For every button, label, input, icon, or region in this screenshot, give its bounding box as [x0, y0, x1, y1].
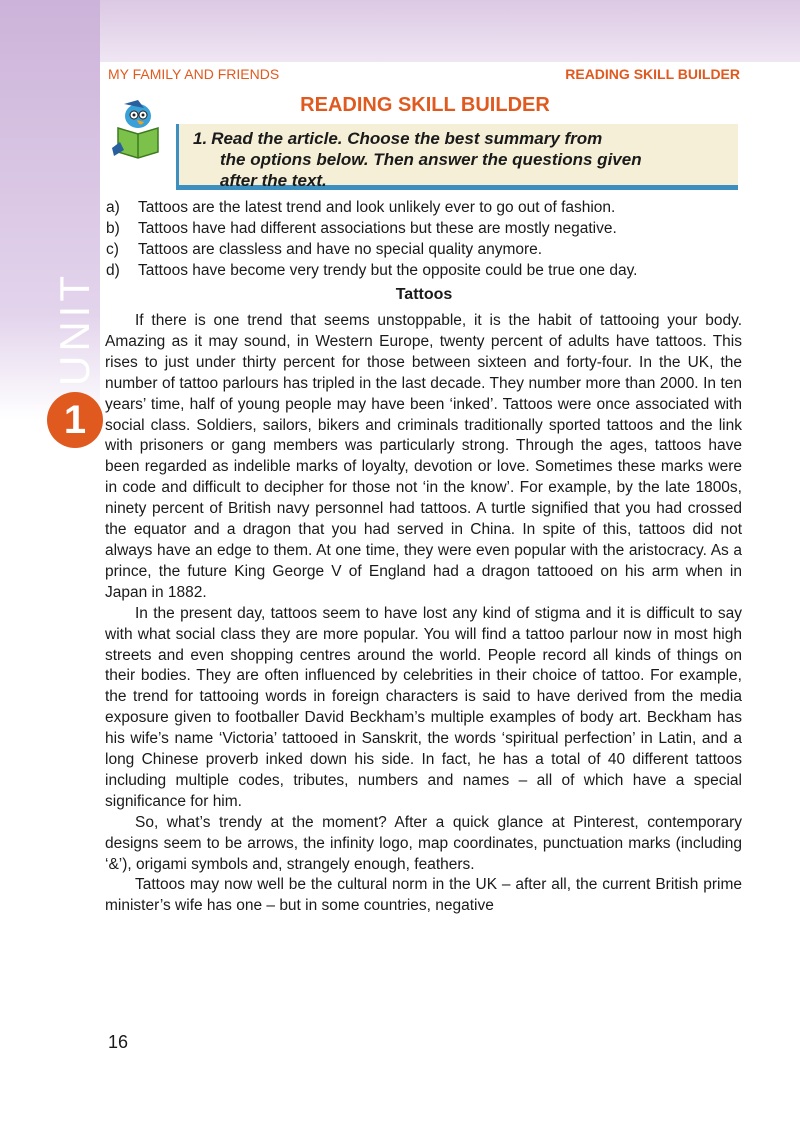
- article-body: [105, 311, 742, 917]
- article-paragraph-2: In the present day, tattoos seem to have lost any kind of stigma and it is difficult to say with what social class they are more popular. You will find a tattoo parlour now in most high streets and even shopping centres around the world. People record all kinds of things on their bodies. They are often influenced by celebrities in their choice of tattoo. For example, the trend for tattooing words in foreign characters is said to have derived from the media exposure given to footballer David Beckham’s multiple examples of body art. Beckham has his wife’s name ‘Victoria’ tattooed in Sanskrit, the words ‘spiritual perfection’ in Latin, and a long Chinese proverb inked down his side. In fact, he has a total of 40 different tattoos including multiple codes, tributes, numbers and names – all of which have a special significance for him.: [105, 604, 742, 810]
- task-line-2: the options below. Then answer the questions given: [220, 150, 642, 169]
- unit-number: 1: [47, 392, 103, 448]
- option-d: [106, 260, 742, 281]
- task-instruction-box: [176, 124, 738, 190]
- section-title: READING SKILL BUILDER: [300, 94, 550, 116]
- article-paragraph-3: So, what’s trendy at the moment? After a quick glance at Pinterest, contemporary designs seem to be arrows, the infinity logo, map coordinates, punctuation marks (including ‘&’), origami symbols and, strangely enough, feathers.: [105, 813, 742, 873]
- option-a: [106, 197, 742, 218]
- unit-word: UNIT: [51, 272, 98, 386]
- option-c: [106, 239, 742, 260]
- page-number: 16: [108, 1032, 129, 1052]
- option-letter: c): [106, 241, 119, 258]
- reading-parrot-icon: [104, 98, 166, 160]
- task-line-1: Read the article. Choose the best summary from: [211, 129, 603, 148]
- option-b: [106, 218, 742, 239]
- running-header-right: READING SKILL BUILDER: [565, 66, 740, 82]
- option-letter: b): [106, 220, 120, 237]
- task-number: 1.: [193, 129, 208, 148]
- unit-marker: [44, 268, 106, 448]
- article-paragraph-4: Tattoos may now well be the cultural norm in the UK – after all, the current British prime minister’s wife has one – but in some countries, negative: [105, 876, 742, 915]
- task-line-3: after the text.: [220, 171, 327, 190]
- header-band: [0, 0, 800, 62]
- option-text: Tattoos are classless and have no special quality anymore.: [138, 241, 543, 258]
- summary-options: [106, 197, 742, 281]
- article-title: Tattoos: [395, 286, 453, 303]
- option-letter: a): [106, 199, 120, 216]
- option-letter: d): [106, 262, 120, 279]
- option-text: Tattoos are the latest trend and look unlikely ever to go out of fashion.: [138, 199, 616, 216]
- option-text: Tattoos have had different associations but these are mostly negative.: [138, 220, 617, 237]
- running-header-left: MY FAMILY AND FRIENDS: [108, 66, 280, 82]
- option-text: Tattoos have become very trendy but the opposite could be true one day.: [138, 262, 638, 279]
- article-paragraph-1: If there is one trend that seems unstoppable, it is the habit of tattooing your body. Amazing as it may sound, in Western Europe, twenty percent of adults have tattoos. This rises to just under thirty percent for those between sixteen and forty-four. In the UK, the number of tattoo parlours has tripled in the last decade. They number more than 2000. In ten years’ time, half of young people may have been ‘inked’. Tattoos were once associated with social class. Soldiers, sailors, bikers and criminals traditionally sported tattoos and the link with prisoners or gang members was particularly strong. Through the ages, tattoos have been regarded as indelible marks of loyalty, devotion or love. Sometimes these marks were in code and difficult to decipher for those not ‘in the know’. For example, by the late 1800s, ninety percent of British navy personnel had tattoos. A turtle signified that you had crossed the equator and a dragon that you had served in China. In spite of this, tattoos did not always have an edge to them. At one time, they were even popular with the aristocracy. As a prince, the future King George V of England had a dragon tattooed on his arm when in Japan in 1882.: [105, 312, 742, 601]
